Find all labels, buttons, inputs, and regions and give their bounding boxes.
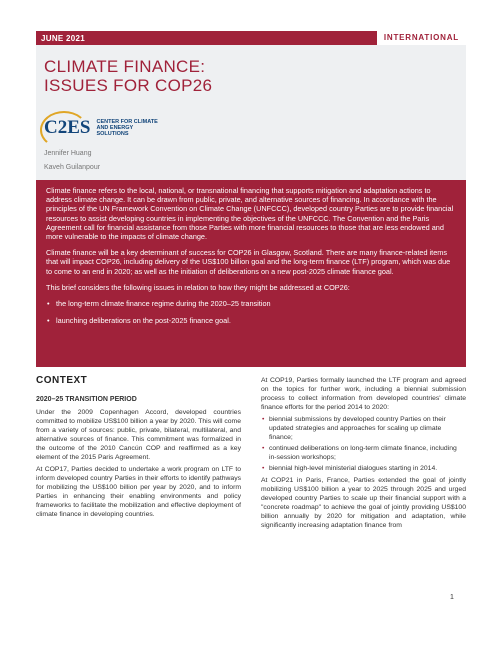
title-panel — [36, 45, 466, 180]
body-columns — [36, 374, 466, 630]
category-tag: INTERNATIONAL — [375, 31, 466, 45]
body-paragraph: At COP21 in Paris, France, Parties extended the goal of jointly mobilizing US$100 billion a year to 2025 through 2025 and urged developed country Parties to scale up their financial support with a "concrete roadmap" to achieve the goal of jointly providing US$100 billion annually by 2020 for mitigation and adaptation, while significantly increasing adaptation finance from — [261, 477, 466, 529]
body-bullet: • biennial high-level ministerial dialogues starting in 2014. — [269, 464, 466, 473]
document-title — [44, 57, 212, 95]
logo-tagline-1: CENTER FOR CLIMATE — [96, 119, 158, 125]
body-paragraph: At COP17, Parties decided to undertake a work program on LTF to inform developed country Parties in their efforts to identify pathways for mobilizing the US$100 billion per year by 2020, and to inform Parties in enhancing their enabling environments and policy frameworks to facilitate the mobilization and effective deployment of climate finance in developing countries. — [36, 466, 241, 518]
subsection-heading: 2020–25 TRANSITION PERIOD — [36, 396, 137, 403]
logo-wordmark: C2ES — [44, 117, 91, 138]
author-1: Jennifer Huang — [44, 150, 92, 157]
header-bar — [36, 31, 466, 45]
logo-tagline — [96, 119, 166, 137]
title-line-2: ISSUES FOR COP26 — [44, 76, 213, 95]
page-number: 1 — [450, 594, 454, 601]
summary-bullet: • the long-term climate finance regime during the 2020–25 transition — [56, 299, 456, 308]
summary-paragraph-2: Climate finance will be a key determinant of success for COP26 in Glasgow, Scotland. There are many finance-related items that will impact COP26, including delivery of the US$100 billion goal and the long-term finance (LTF) program, which was due to come to an end in 2020; as well as the initiation of deliberations on a new post-2025 climate finance goal. — [46, 248, 451, 276]
summary-bullet: • launching deliberations on the post-2025 finance goal. — [56, 316, 456, 325]
authors — [44, 147, 100, 175]
body-paragraph: Under the 2009 Copenhagen Accord, developed countries committed to mobilize US$100 billion a year by 2020. This will come from a variety of sources: public, private, bilateral, multilateral, and alternative sources of finance. This commitment was formalized in the outcome of the 2010 Cancún COP and reaffirmed as a key element of the 2015 Paris Agreement. — [36, 409, 241, 461]
body-bullet: • biennial submissions by developed country Parties on their updated strategies and approaches for scaling up climate finance; — [269, 415, 466, 442]
logo-tagline-2: AND ENERGY SOLUTIONS — [96, 125, 134, 137]
right-column — [261, 376, 466, 533]
issue-date: JUNE 2021 — [41, 33, 86, 43]
summary-panel — [36, 180, 466, 367]
summary-paragraph-3: This brief considers the following issues in relation to how they might be addressed at COP26: — [46, 282, 350, 292]
c2es-logo — [44, 117, 166, 139]
summary-bullet-list — [46, 299, 456, 325]
left-column — [36, 374, 241, 522]
author-2: Kaveh Guilanpour — [44, 164, 101, 171]
logo-ring-icon — [40, 111, 91, 149]
logo-mark — [44, 117, 90, 139]
summary-paragraph-1: Climate finance refers to the local, national, or transnational financing that supports mitigation and adaptation actions to address climate change. It can be drawn from public, private, and alternative sources of financing. In accordance with the principles of the UN Framework Convention on Climate Change (UNFCCC), developed country Parties are to provide financial resources to assist developing countries in implementing the objectives of the UNFCCC. The Convention and the Paris Agreement call for financial assistance from those Parties with more financial resources to those that are less endowed and more vulnerable to the impacts of climate change. — [46, 186, 454, 242]
body-bullet-list — [261, 415, 466, 473]
section-heading: CONTEXT — [36, 375, 88, 386]
body-paragraph: At COP19, Parties formally launched the LTF program and agreed on the topics for further work, including a biennial submission process to collect information from developed countries' climate finance efforts for the period 2014 to 2020: — [261, 377, 466, 411]
title-line-1: CLIMATE FINANCE: — [44, 57, 206, 76]
body-bullet: • continued deliberations on long-term climate finance, including in-session workshops; — [269, 444, 466, 462]
